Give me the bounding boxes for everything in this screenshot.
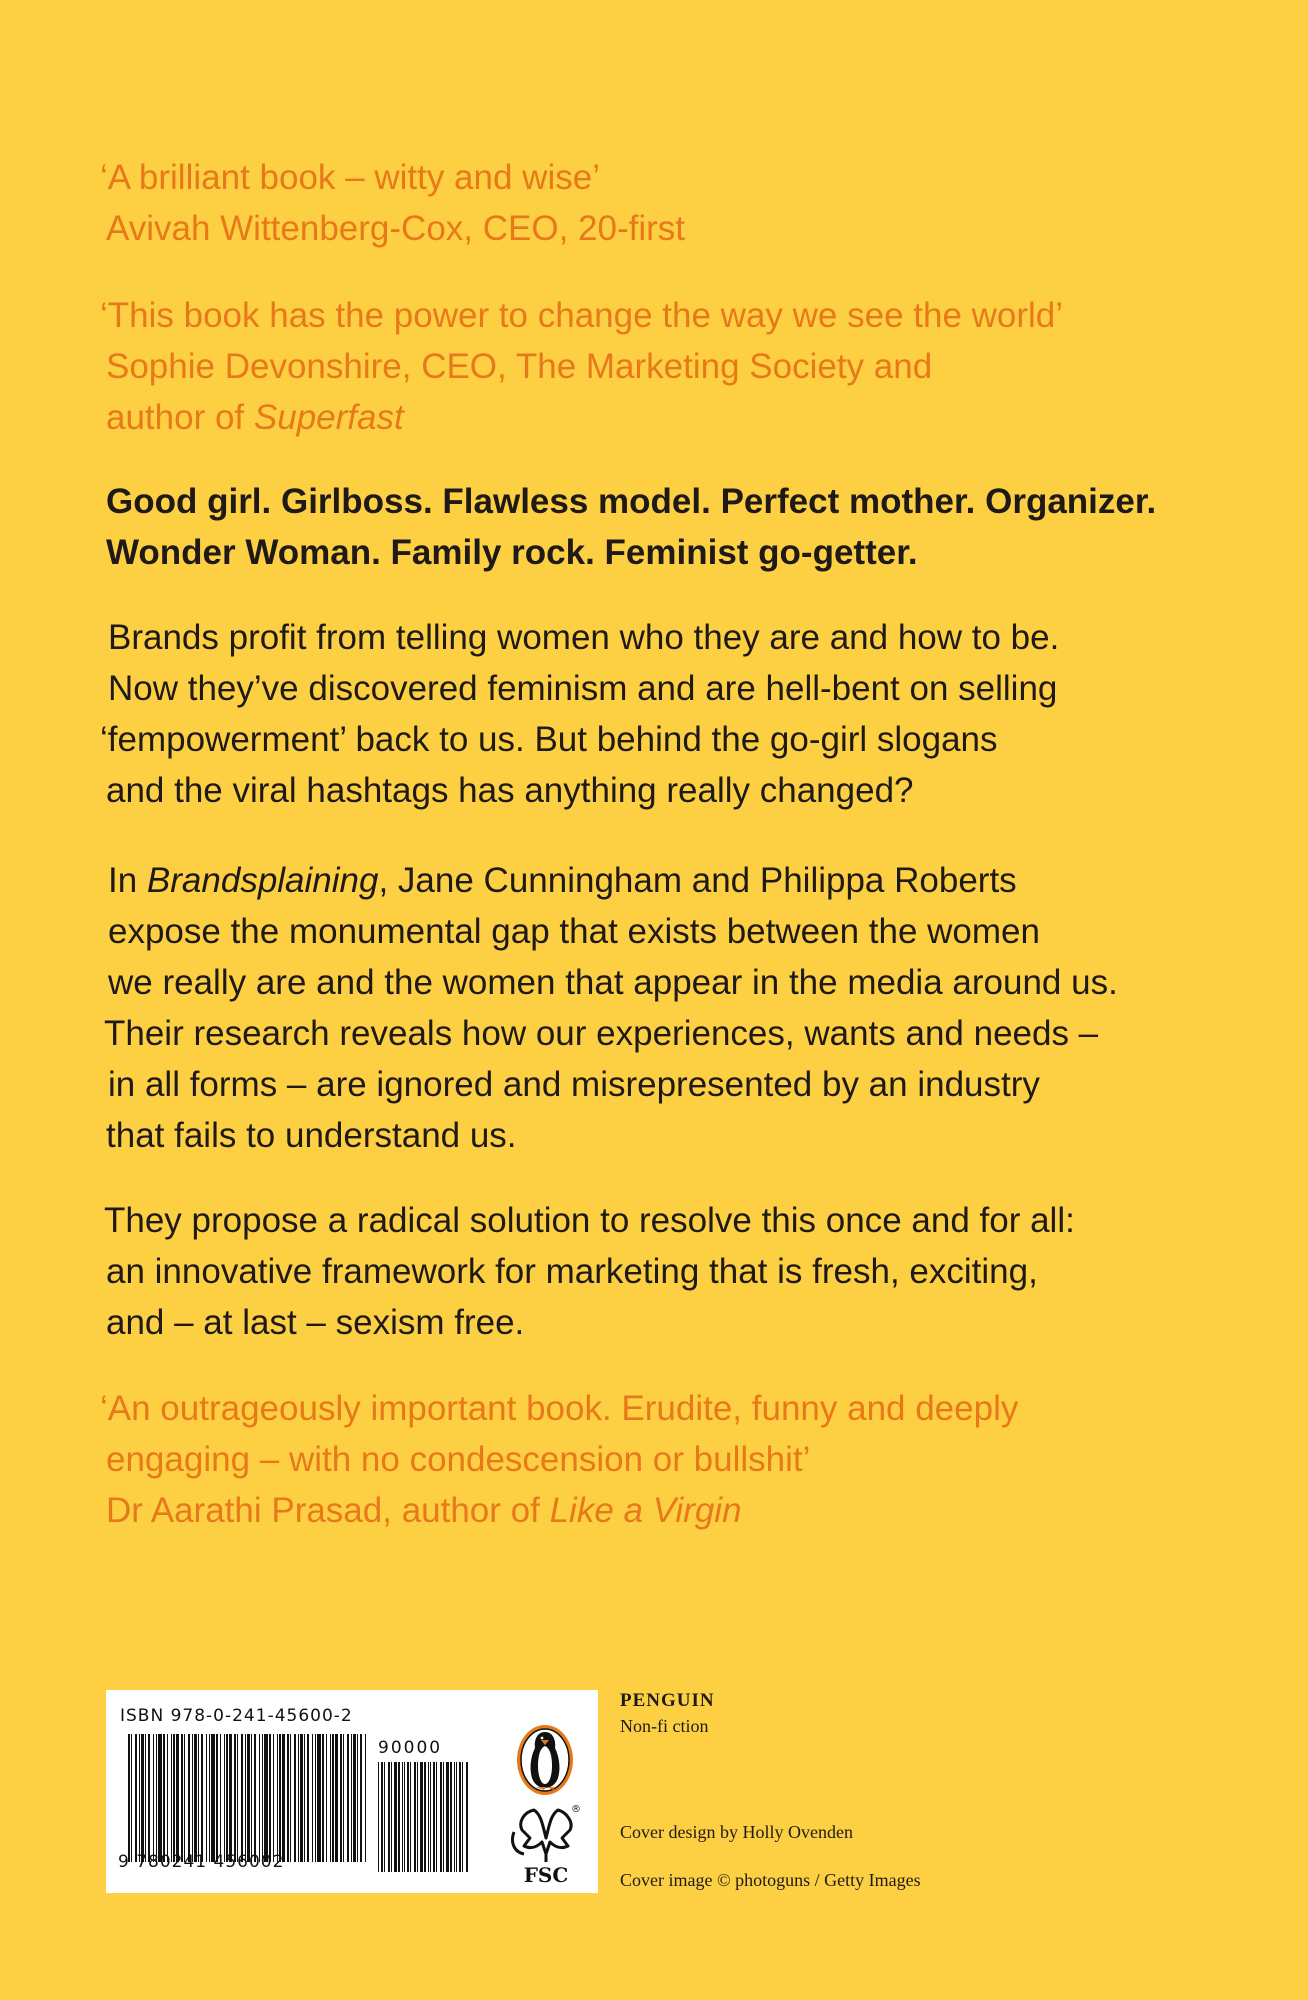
barcode-bar (360, 1734, 362, 1862)
barcode-bar (410, 1762, 411, 1872)
barcode-bar (322, 1734, 324, 1862)
barcode-bar (245, 1734, 246, 1862)
barcode-bar (163, 1734, 165, 1862)
paragraph-line: an innovative framework for marketing that is fresh, exciting, (106, 1252, 1038, 1291)
barcode-bar (335, 1734, 338, 1862)
price-code: 90000 (378, 1738, 443, 1758)
barcode-bar (417, 1762, 418, 1872)
quote-text: ‘An outrageously important book. Erudite, funny and deeply (100, 1389, 1019, 1428)
barcode-bar (145, 1734, 146, 1862)
barcode-bar (317, 1734, 321, 1862)
barcode-bar (277, 1734, 278, 1862)
paragraph-line: Now they’ve discovered feminism and are hell-bent on selling (108, 669, 1058, 708)
barcode-bar (131, 1734, 132, 1862)
paragraph-line: They propose a radical solution to resolve this once and for all: (104, 1201, 1075, 1240)
barcode-bar (135, 1734, 137, 1862)
barcode-bar (304, 1734, 305, 1862)
barcode-bar (279, 1734, 281, 1862)
fsc-label: FSC (523, 1863, 569, 1886)
quote-text: engaging – with no condescension or bullshit’ (106, 1440, 811, 1479)
barcode-bar (290, 1734, 291, 1862)
isbn-label: ISBN 978-0-241-45600-2 (120, 1706, 353, 1726)
tagline-line: Wonder Woman. Family rock. Feminist go-getter. (106, 533, 918, 572)
barcode-bar (226, 1734, 228, 1862)
barcode-bar (264, 1734, 268, 1862)
quote-attribution: Avivah Wittenberg-Cox, CEO, 20-first (106, 209, 685, 248)
paragraph-text: In (108, 861, 147, 900)
paragraph-line: and the viral hashtags has anything really changed? (106, 771, 914, 810)
barcode-bar (343, 1734, 344, 1862)
barcode-panel (106, 1690, 598, 1893)
barcode-bar (428, 1762, 429, 1872)
barcode-bar (167, 1734, 168, 1862)
paragraph-line: that fails to understand us. (106, 1116, 517, 1155)
barcode-bar (450, 1762, 452, 1872)
blurb-paragraph-3 (100, 1195, 1220, 1348)
barcode-bar (269, 1734, 271, 1862)
quote-attribution: Sophie Devonshire, CEO, The Marketing Society and (106, 347, 933, 386)
barcode-bar (194, 1734, 197, 1862)
penguin-logo-icon (516, 1724, 574, 1796)
barcode-bar (351, 1734, 352, 1862)
barcode-bar (384, 1762, 385, 1872)
barcode-bar (391, 1762, 392, 1872)
barcode-bar (139, 1734, 140, 1862)
barcode-bar (184, 1734, 185, 1862)
tagline (100, 476, 1220, 578)
barcode-bar (176, 1734, 179, 1862)
barcode-bar (148, 1734, 150, 1862)
blurb-paragraph-1 (100, 612, 1220, 816)
barcode-bar (456, 1762, 457, 1872)
barcode-bar (237, 1734, 238, 1862)
book-title: Brandsplaining (146, 861, 379, 900)
barcode-bar (414, 1762, 416, 1872)
quote-attribution-continued (100, 392, 1220, 443)
barcode-bar (466, 1762, 468, 1872)
barcode-bar (220, 1734, 221, 1862)
barcode-bar (262, 1734, 263, 1862)
cover-design-credit: Cover design by Holly Ovenden (620, 1822, 853, 1842)
barcode-bar (332, 1734, 334, 1862)
barcode-bar (229, 1734, 232, 1862)
barcode-bar (381, 1762, 383, 1872)
cover-image-credit: Cover image © photoguns / Getty Images (620, 1870, 921, 1890)
barcode-bar (357, 1734, 358, 1862)
barcode-bar (404, 1762, 405, 1872)
quote-attribution (100, 1485, 1220, 1536)
barcode-bar (300, 1734, 303, 1862)
barcode-bar (436, 1762, 437, 1872)
barcode-bar (462, 1762, 463, 1872)
barcode-bar (128, 1734, 130, 1862)
barcode-bar (173, 1734, 175, 1862)
blurb-paragraph-2 (100, 855, 1220, 1161)
barcode-bar (340, 1734, 342, 1862)
barcode-bar (433, 1762, 435, 1872)
barcode-bar (153, 1734, 154, 1862)
barcode-bar (287, 1734, 289, 1862)
barcode-bar (420, 1762, 423, 1872)
barcode-bar (282, 1734, 285, 1862)
barcode-bar (216, 1734, 218, 1862)
barcode-bar (181, 1734, 183, 1862)
barcode-bar (398, 1762, 400, 1872)
barcode-bar (158, 1734, 162, 1862)
addon-barcode (378, 1762, 468, 1872)
barcode-bar (440, 1762, 442, 1872)
book-title: Superfast (253, 398, 404, 437)
barcode-bar (347, 1734, 349, 1862)
barcode-bar (192, 1734, 193, 1862)
barcode-bar (446, 1762, 449, 1872)
quote-change-the-world (100, 290, 1220, 443)
barcode-bar (315, 1734, 316, 1862)
barcode-bar (188, 1734, 190, 1862)
ean-digits: 9 780241 456002 (118, 1852, 285, 1872)
barcode-bar (326, 1734, 327, 1862)
paragraph-line: we really are and the women that appear in the media around us. (108, 963, 1118, 1002)
quote-witty-and-wise (100, 152, 1220, 254)
paragraph-line: in all forms – are ignored and misrepresented by an industry (108, 1065, 1040, 1104)
registered-mark: ® (571, 1804, 581, 1815)
quote-text: ‘A brilliant book – witty and wise’ (100, 158, 600, 197)
book-category: Non-fi ction (620, 1716, 709, 1736)
fsc-logo-icon (504, 1802, 588, 1886)
barcode-bar (330, 1734, 331, 1862)
paragraph-text: , Jane Cunningham and Philippa Roberts (378, 861, 1017, 900)
barcode-bar (211, 1734, 215, 1862)
barcode-bar (353, 1734, 356, 1862)
barcode-bar (224, 1734, 225, 1862)
barcode-bar (156, 1734, 157, 1862)
barcode-bar (259, 1734, 260, 1862)
barcode-bar (247, 1734, 250, 1862)
barcode-bar (365, 1734, 366, 1862)
quote-text: ‘This book has the power to change the way we see the world’ (100, 296, 1064, 335)
barcode-bar (443, 1762, 444, 1872)
barcode-bar (206, 1734, 207, 1862)
paragraph-line: and – at last – sexism free. (106, 1303, 525, 1342)
barcode-bar (402, 1762, 403, 1872)
barcode-bar (273, 1734, 274, 1862)
barcode-bar (234, 1734, 236, 1862)
book-title: Like a Virgin (549, 1491, 742, 1530)
barcode-bar (294, 1734, 296, 1862)
barcode-bar (251, 1734, 252, 1862)
barcode-bar (388, 1762, 390, 1872)
paragraph-line: ‘fempowerment’ back to us. But behind the go-girl slogans (100, 720, 998, 759)
barcode-bar (201, 1734, 203, 1862)
barcode-bar (459, 1762, 461, 1872)
barcode-bar (141, 1734, 144, 1862)
barcode-bar (209, 1734, 210, 1862)
barcode-bar (407, 1762, 409, 1872)
barcode-bar (198, 1734, 199, 1862)
ean-barcode (128, 1734, 366, 1862)
barcode-bar (298, 1734, 299, 1862)
barcode-bar (312, 1734, 313, 1862)
barcode-bar (241, 1734, 243, 1862)
barcode-bar (430, 1762, 431, 1872)
barcode-bar (171, 1734, 172, 1862)
paragraph-line: Brands profit from telling women who they are and how to be. (108, 618, 1060, 657)
paragraph-line (100, 855, 1220, 906)
paragraph-line: Their research reveals how our experiences, wants and needs – (104, 1014, 1099, 1053)
author-of-text: author of (106, 398, 254, 437)
paragraph-line: expose the monumental gap that exists between the women (108, 912, 1040, 951)
publisher-name: PENGUIN (620, 1690, 715, 1711)
barcode-bar (378, 1762, 379, 1872)
barcode-bar (394, 1762, 397, 1872)
author-of-text: Dr Aarathi Prasad, author of (106, 1491, 550, 1530)
barcode-bar (454, 1762, 455, 1872)
barcode-bar (254, 1734, 256, 1862)
barcode-bar (307, 1734, 309, 1862)
quote-outrageously-important (100, 1383, 1220, 1536)
tagline-line: Good girl. Girlboss. Flawless model. Perfect mother. Organizer. (106, 482, 1157, 521)
barcode-bar (424, 1762, 426, 1872)
